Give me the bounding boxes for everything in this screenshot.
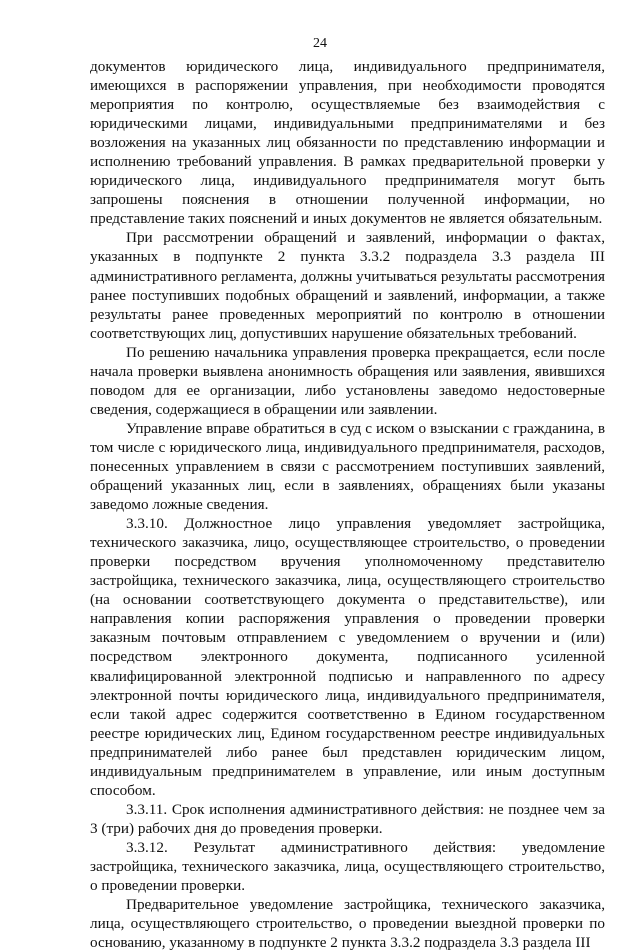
document-body	[90, 57, 605, 952]
paragraph-2: При рассмотрении обращений и заявлений, информации о фактах, указанных в подпункте 2 пункта 3.3.2 подраздела 3.3 раздела III административного регламента, должны учитываться результаты рассмотрения ранее поступивших подобных обращений и заявлений, информации, а также результаты ранее проведенных мероприятий по контролю в отношении соответствующих лиц, допустивших нарушение обязательных требований.	[90, 229, 605, 342]
paragraph-3-3-12: 3.3.12. Результат административного действия: уведомление застройщика, технического заказчика, лица, осуществляющего строительство, о проведении проверки.	[90, 838, 605, 895]
page-number: 24	[313, 36, 327, 51]
paragraph-3: По решению начальника управления проверка прекращается, если после начала проверки выявлена анонимность обращения или заявления, явившихся поводом для ее организации, либо установлены заведомо недостоверные сведения, содержащиеся в обращении или заявлении.	[90, 343, 605, 418]
paragraph-1: документов юридического лица, индивидуального предпринимателя, имеющихся в распоряжении управления, при необходимости проводятся мероприятия по контролю, осуществляемые без взаимодействия с юридическими лицами, индивидуальными предпринимателями и без возложения на указанных лиц обязанности по представлению информации и исполнению требований управления. В рамках предварительной проверки у юридического лица, индивидуального предпринимателя могут быть запрошены пояснения в отношении полученной информации, но представление таких пояснений и иных документов не является обязательным.	[90, 58, 605, 228]
paragraph-3-3-10: 3.3.10. Должностное лицо управления уведомляет застройщика, технического заказчика, лицо, осуществляющее строительство, о проведении проверки посредством вручения уполномоченному представителю застройщика, технического заказчика, лица, осуществляющего строительство (на основании соответствующего документа о представительстве), или направления копии распоряжения управления о проведении проверки заказным почтовым отправлением с уведомлением о вручении и (или) посредством электронного документа, подписанного усиленной квалифицированной электронной подписью и направленного по адресу электронной почты юридического лица, индивидуального предпринимателя, если такой адрес содержится соответственно в Едином государственном реестре юридических лиц, Едином государственном реестре индивидуальных предпринимателей либо ранее был представлен юридическим лицом, индивидуальным предпринимателем в управление, или иным доступным способом.	[90, 515, 605, 799]
paragraph-last: Предварительное уведомление застройщика, технического заказчика, лица, осуществляющего строительство, о проведении выездной проверки по основанию, указанному в подпункте 2 пункта 3.3.2 подраздела 3.3 раздела III	[90, 896, 605, 952]
paragraph-4: Управление вправе обратиться в суд с иском о взыскании с гражданина, в том числе с юридического лица, индивидуального предпринимателя, расходов, понесенных управлением в связи с рассмотрением поступивших заявлений, обращений указанных лиц, если в заявлениях, обращениях были указаны заведомо ложные сведения.	[90, 419, 605, 514]
paragraph-3-3-11: 3.3.11. Срок исполнения административного действия: не позднее чем за 3 (три) рабочих дня до проведения проверки.	[90, 800, 605, 837]
